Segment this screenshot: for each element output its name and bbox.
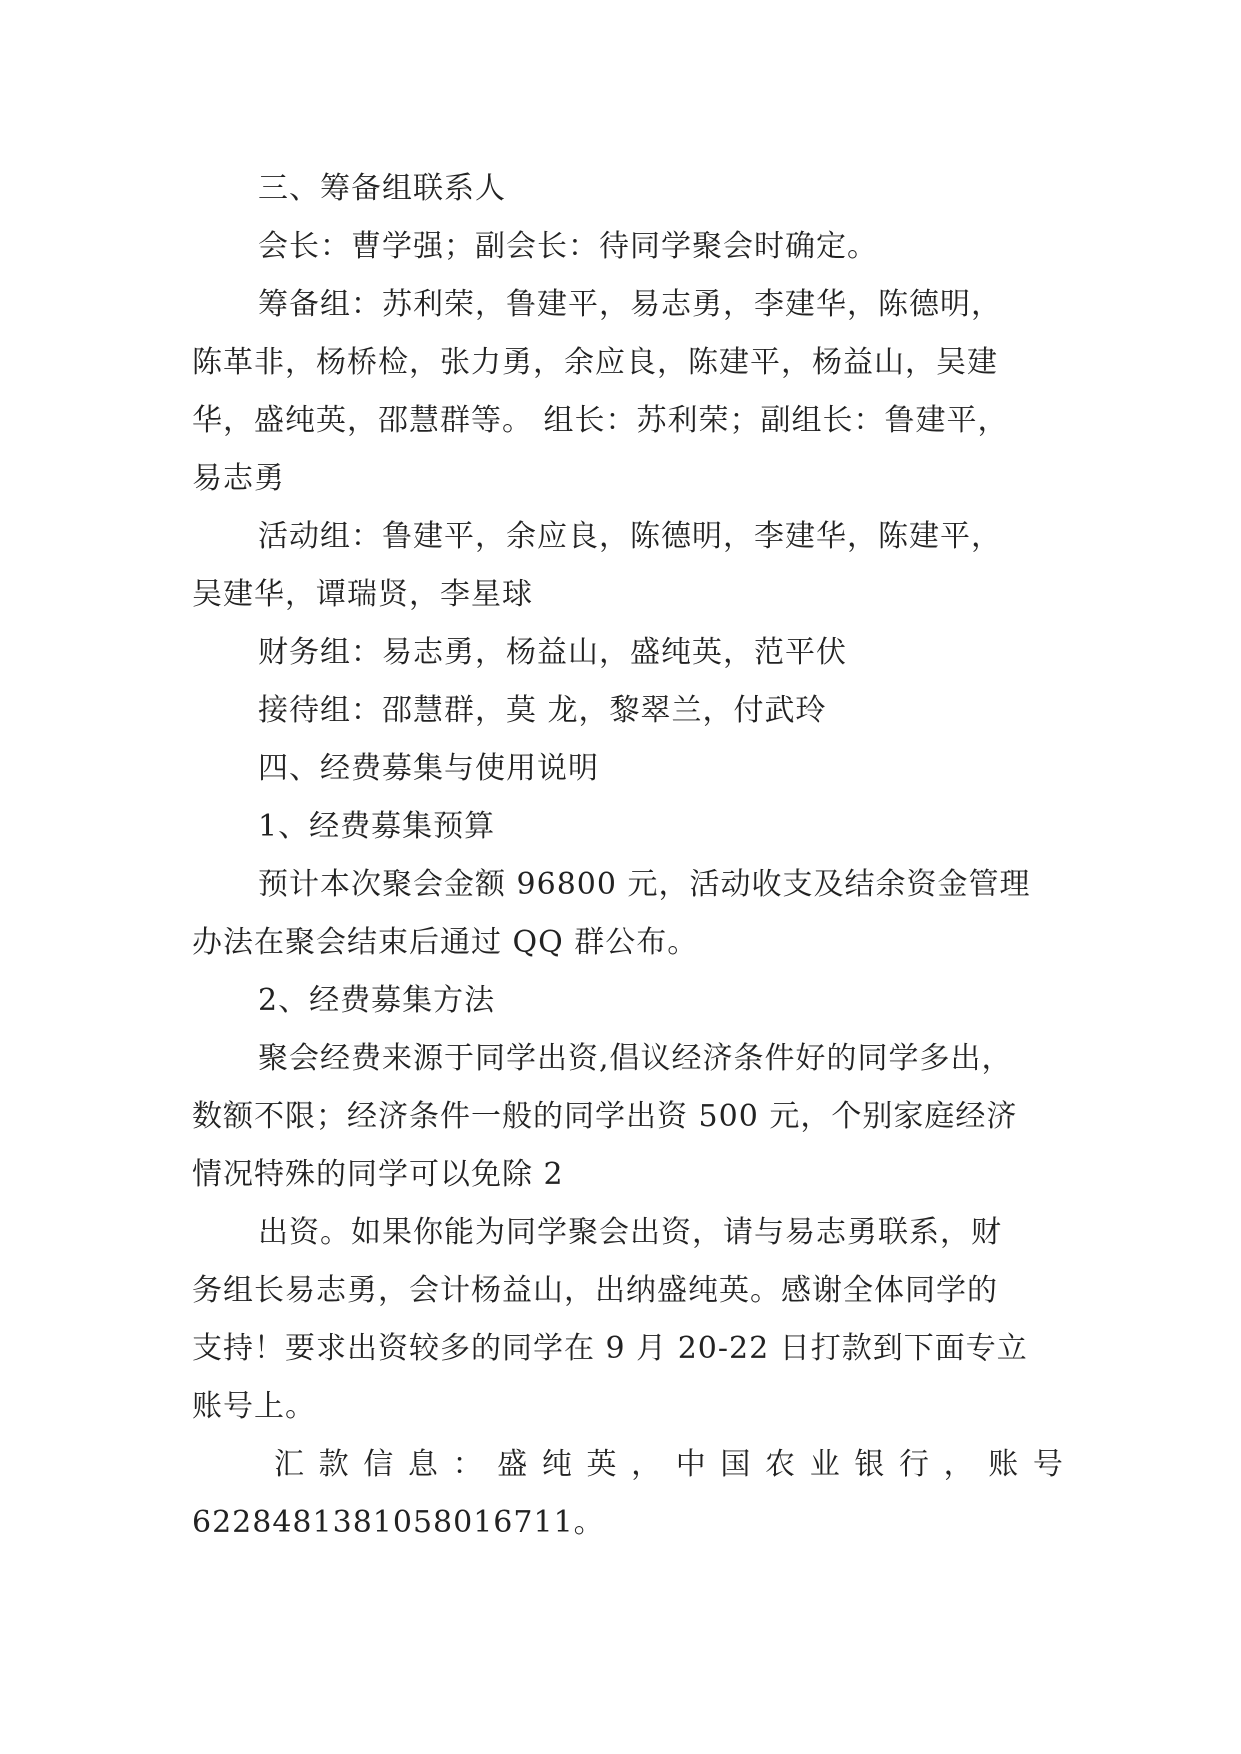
prep-group-line-4: 易志勇 <box>192 461 285 496</box>
budget-line-2: 办法在聚会结束后通过 QQ 群公布。 <box>192 925 699 960</box>
remit-char: ： <box>452 1447 484 1482</box>
account-number: 6228481381058016711。 <box>192 1505 605 1540</box>
section-4-heading: 四、经费募集与使用说明 <box>258 751 599 786</box>
contact-line-4: 账号上。 <box>192 1389 316 1424</box>
remit-char: 纯 <box>541 1447 573 1482</box>
method-line-1: 聚会经费来源于同学出资,倡议经济条件好的同学多出， <box>258 1041 1013 1076</box>
remit-char: ， <box>631 1447 663 1482</box>
finance-group-line: 财务组：易志勇，杨益山，盛纯英，范平伏 <box>258 635 847 670</box>
prep-group-line-2: 陈革非，杨桥检，张力勇，余应良，陈建平，杨益山，吴建 <box>192 345 998 380</box>
remit-char: 行 <box>898 1447 930 1482</box>
remit-char: ， <box>943 1447 975 1482</box>
prep-group-line-3: 华，盛纯英，邵慧群等。 组长：苏利荣；副组长：鲁建平， <box>192 403 1009 438</box>
prep-group-line-1: 筹备组：苏利荣，鲁建平，易志勇，李建华，陈德明， <box>258 287 1002 322</box>
contact-line-3: 支持！要求出资较多的同学在 9 月 20-22 日打款到下面专立 <box>192 1331 1028 1366</box>
activity-group-line-1: 活动组：鲁建平，余应良，陈德明，李建华，陈建平， <box>258 519 1002 554</box>
remit-char: 农 <box>765 1447 797 1482</box>
section-3-heading: 三、筹备组联系人 <box>258 171 506 206</box>
remit-char: 业 <box>809 1447 841 1482</box>
remit-char: 银 <box>854 1447 886 1482</box>
reception-group-line: 接待组：邵慧群，莫 龙，黎翠兰，付武玲 <box>258 693 827 728</box>
remit-char: 英 <box>586 1447 618 1482</box>
remit-char: 信 <box>363 1447 395 1482</box>
president-line: 会长：曹学强；副会长：待同学聚会时确定。 <box>258 229 878 264</box>
subsection-1-heading: 1、经费募集预算 <box>258 809 496 844</box>
remit-char: 中 <box>675 1447 707 1482</box>
method-line-3: 情况特殊的同学可以免除 2 <box>192 1157 564 1192</box>
remit-char: 盛 <box>497 1447 529 1482</box>
remit-char: 汇 <box>274 1447 305 1482</box>
remit-char: 国 <box>720 1447 752 1482</box>
remit-char: 号 <box>1032 1447 1064 1482</box>
activity-group-line-2: 吴建华，谭瑞贤，李星球 <box>192 577 533 612</box>
budget-line-1: 预计本次聚会金额 96800 元，活动收支及结余资金管理 <box>258 867 1031 902</box>
remit-char: 款 <box>318 1447 350 1482</box>
remit-char: 账 <box>988 1447 1020 1482</box>
subsection-2-heading: 2、经费募集方法 <box>258 983 496 1018</box>
remit-info-line <box>192 1436 1064 1494</box>
remit-char: 息 <box>407 1447 439 1482</box>
contact-line-2: 务组长易志勇，会计杨益山，出纳盛纯英。感谢全体同学的 <box>192 1273 998 1308</box>
contact-line-1: 出资。如果你能为同学聚会出资，请与易志勇联系，财 <box>258 1215 1002 1250</box>
method-line-2: 数额不限；经济条件一般的同学出资 500 元，个别家庭经济 <box>192 1099 1018 1134</box>
